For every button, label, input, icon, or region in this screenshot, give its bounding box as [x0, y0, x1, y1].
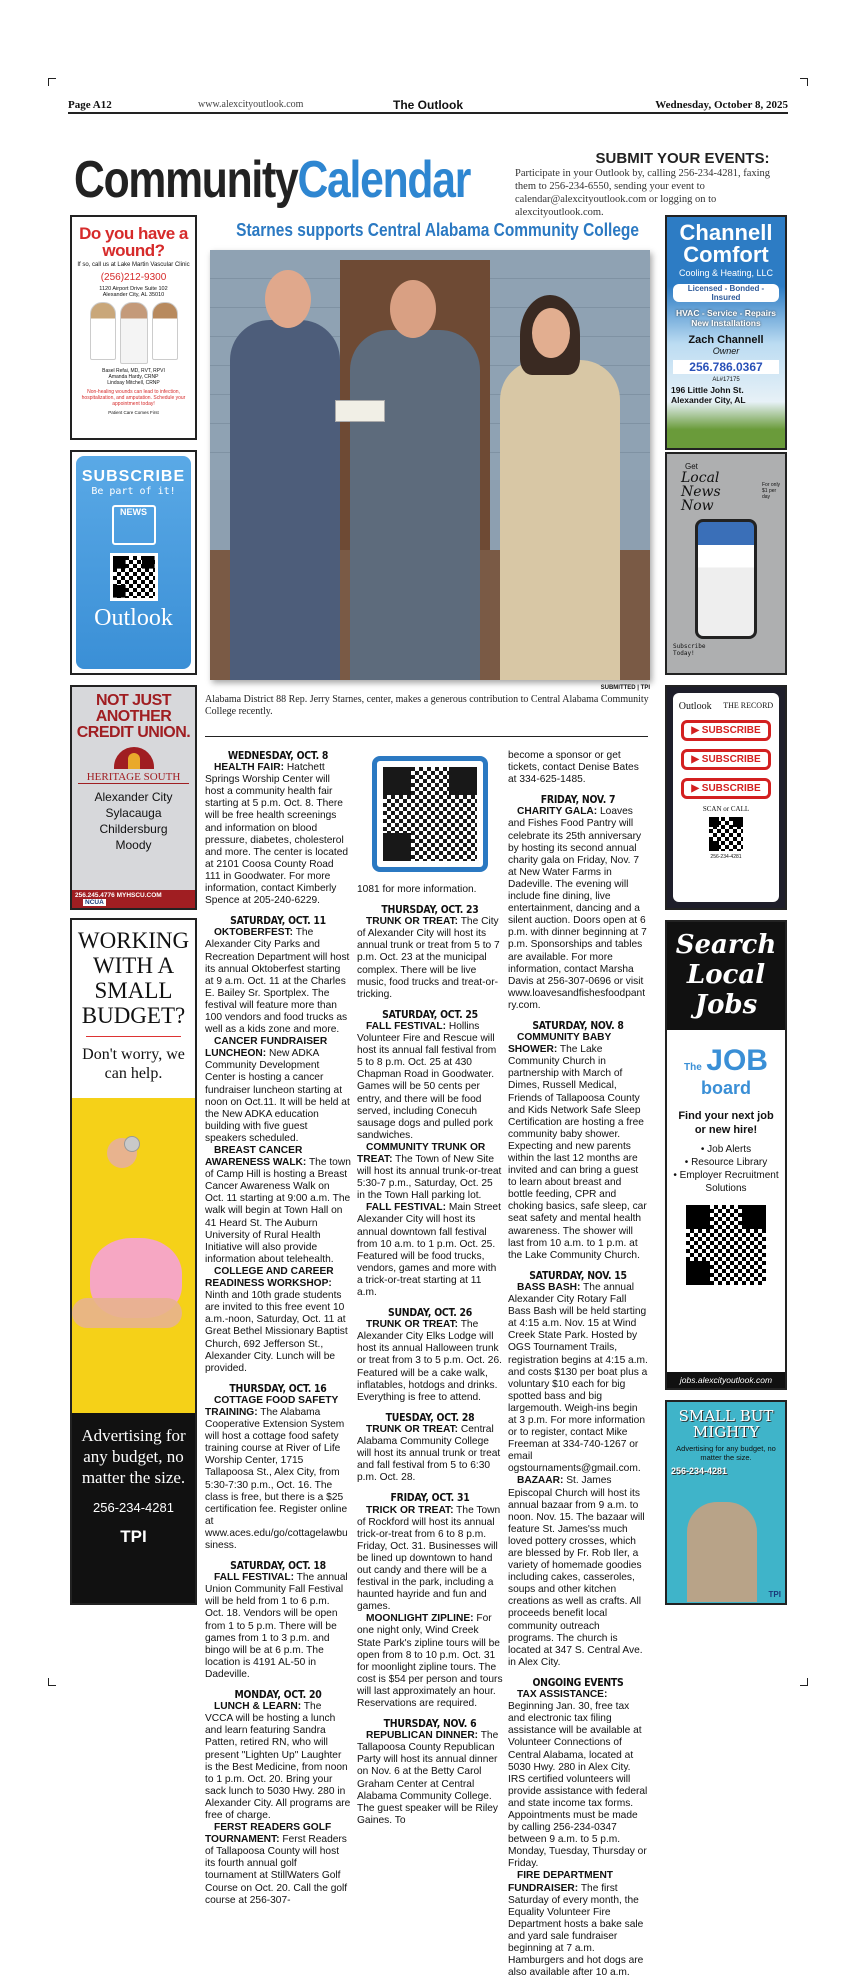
event-text: The Lake Community Church in partnership with March of Dimes, Russell Medical, Friends of Tallapoosa County and Kids Network Safe Sleep Certification are hosting a free community baby shower. Expecting and new parents within the last 12 months are invited and can bring a guest to learn about breast and bottle feeding, CPR and choking basics, safe sleep, car seat safety and mental health awareness. The shower will last from 10 a.m. to 1 p.m. at the Lake Community Church.	[508, 1044, 647, 1261]
event-text: Ninth and 10th grade students are invited to this free event 10 a.m.-noon, Saturday, Oct. 11 at Great Bethel Missionary Baptist Church, 692 Jefferson St., Alexander City. Lunch will be provided.	[205, 1290, 348, 1374]
event-item	[357, 1202, 503, 1299]
event-item	[357, 1142, 503, 1202]
event-item	[205, 1036, 351, 1145]
event-item	[357, 1319, 503, 1404]
job-bullet: • Employer Recruitment Solutions	[673, 1170, 779, 1194]
subscribe-label: SUBSCRIBE	[701, 725, 761, 736]
ad-social-scan: SCAN or CALL	[702, 805, 750, 813]
event-text: The Tallapoosa County Republican Party will host its annual dinner on Nov. 6 at the Betty Carol Graham Center at Central Alabama Community College. The guest speaker will be Riley Gaines. To	[357, 1730, 499, 1826]
event-text: Loaves and Fishes Food Pantry will celebrate its 25th anniversary by hosting its second annual charity gala on Friday, Nov. 7 at New Water Farms in Dadeville. The evening will include fine dining, live entertainment, dancing and a silent auction. Doors open at 6 p.m. with dinner beginning at 7 p.m. Sponsorships and tables are available. For more information, contact Marsha Davis at 256-307-0696 or visit www.loavesandfishesfoodpantry.com.	[508, 806, 647, 1011]
ad-channell-name: Comfort	[683, 242, 769, 267]
ad-credit-brand: HERITAGE SOUTH	[78, 771, 189, 784]
event-title: BASS BASH:	[517, 1281, 581, 1293]
event-item	[357, 1021, 503, 1142]
event-title: COMMUNITY BABY SHOWER:	[508, 1032, 612, 1056]
event-title: TAX ASSISTANCE:	[517, 1689, 608, 1701]
ad-wound-addr2: Alexander City, AL 35010	[102, 292, 165, 298]
subscribe-label: SUBSCRIBE	[701, 783, 761, 794]
event-item	[357, 1613, 503, 1710]
date-heading: THURSDAY, NOV. 6	[383, 1717, 477, 1731]
youtube-subscribe-button[interactable]	[681, 749, 771, 770]
site-url[interactable]: www.alexcityoutlook.com	[198, 99, 304, 110]
ad-small-but-mighty[interactable]	[665, 1400, 787, 1605]
ad-channell-license: Licensed - Bonded - Insured	[673, 284, 779, 302]
calendar-column-3	[508, 750, 648, 1979]
play-icon: ▶	[691, 754, 702, 765]
date-heading: SATURDAY, NOV. 15	[529, 1268, 627, 1282]
ad-credit-cities	[72, 789, 195, 853]
photo-headline: Starnes supports Central Alabama Community College	[236, 220, 640, 240]
event-text: 1081 for more information.	[357, 884, 477, 895]
event-title: CHARITY GALA:	[517, 806, 598, 818]
job-feature: Job Alerts	[707, 1144, 752, 1155]
event-item	[205, 1145, 351, 1266]
branch-city: Sylacauga	[105, 806, 162, 820]
ad-mighty-phone: 256-234-4281	[671, 1466, 728, 1476]
event-item	[508, 1475, 648, 1669]
ad-wound-phone: (256)212-9300	[100, 272, 167, 283]
ad-wound-line: If so, call us at Lake Martin Vascular Clinic	[77, 262, 190, 268]
event-text: The Alexander City Parks and Recreation Department will host its annual Oktoberfest starting at 9 a.m. Oct. 11 at the Charles E. Bailey Sr. Sportplex. The festival will feature more than 100 vendors and food trucks as well as a kids zone and more.	[205, 927, 350, 1036]
event-item	[205, 1822, 351, 1907]
event-text: New ADKA Community Development Center is hosting a cancer fundraiser luncheon starting at noon on Oct.11. It will be held at the New ADKA education building with five guest speakers scheduled.	[205, 1048, 350, 1144]
ad-wound-addr1: 1120 Airport Drive Suite 102	[99, 286, 168, 292]
event-item	[508, 1282, 648, 1476]
event-item	[357, 1730, 503, 1827]
record-logo: THE RECORD	[723, 701, 774, 710]
date-heading: ONGOING EVENTS	[532, 1675, 624, 1689]
ad-budget-bottom: Advertising for any budget, no matter the size.	[81, 1426, 186, 1487]
event-item	[205, 1266, 351, 1375]
event-title: TRUNK OR TREAT:	[366, 1423, 459, 1435]
ad-credit-union[interactable]	[70, 685, 197, 910]
submit-events-box	[515, 150, 790, 219]
qr-pattern	[383, 767, 477, 861]
staff-photo	[72, 302, 195, 364]
branch-city: Moody	[115, 838, 152, 852]
crop-mark	[800, 78, 808, 86]
event-text: Ferst Readers of Tallapoosa County will host its fourth annual golf tournament at StillWaters Golf Course on Oct. 20. Call the golf course at 256-307-	[205, 1834, 348, 1906]
event-title: FERST READERS GOLF TOURNAMENT:	[205, 1822, 332, 1846]
tpi-logo: TPI	[768, 1590, 781, 1599]
ad-mighty-title: SMALL BUT MIGHTY	[678, 1407, 774, 1441]
phone-mockup	[695, 519, 757, 639]
qr-code[interactable]	[110, 553, 158, 601]
submit-heading: SUBMIT YOUR EVENTS:	[595, 150, 770, 167]
event-text: The Alexander City Elks Lodge will host its annual Halloween trunk or treat from 3 to 5 p.m. Oct. 26. Featured will be a cake walk, inflatables, hotdogs and drinks. Everything is free to attend.	[357, 1319, 502, 1403]
ad-subscribe[interactable]	[70, 450, 197, 675]
event-text: The annual Union Community Fall Festival will be held from 1 to 6 p.m. Oct. 18. Vendors will be open from 1 to 5 p.m. There will be games from 1 to 3 p.m. and bingo will be at 6 p.m. The location is 4191 AL-50 in Dadeville.	[205, 1572, 348, 1680]
ncua-badge: NCUA	[85, 899, 104, 906]
ad-channell-comfort[interactable]	[665, 215, 787, 450]
youtube-subscribe-button[interactable]	[681, 778, 771, 799]
event-title: COTTAGE FOOD SAFETY TRAINING:	[205, 1394, 339, 1418]
event-title: COMMUNITY TRUNK OR TREAT:	[357, 1141, 486, 1165]
job-feature: Employer Recruitment Solutions	[679, 1170, 779, 1194]
date-heading: FRIDAY, NOV. 7	[540, 793, 616, 807]
event-text: For one night only, Wind Creek State Park's zipline tours will be open from 8 to 10 p.m. Oct. 31 for moonlight zipline tours. The cost is $54 per person and tours will last approximately an hour. Reservations are required.	[357, 1613, 503, 1709]
ad-job-board[interactable]	[665, 920, 787, 1390]
play-icon: ▶	[691, 725, 702, 736]
event-text: The first Saturday of every month, the Equality Volunteer Fire Department hosts a bake sale and yard sale fundraiser beginning at 7 a.m. Hamburgers and hot dogs are also available after 10 a.m.	[508, 1882, 644, 1979]
event-item	[508, 1689, 648, 1870]
ad-wound-clinic[interactable]	[70, 215, 197, 440]
date-heading: SATURDAY, NOV. 8	[532, 1018, 624, 1032]
ad-wound-staff: Lindsay Mitchell, CRNP	[107, 380, 160, 386]
event-item	[357, 916, 503, 1001]
outlook-logo: Outlook	[94, 605, 173, 631]
event-item	[508, 750, 648, 786]
ad-credit-footer: 256.245.4776 MYHSCU.COM	[75, 892, 162, 899]
ad-channell-address: 196 Little John St. Alexander City, AL	[671, 385, 746, 405]
event-title: TRUNK OR TREAT:	[366, 916, 459, 928]
event-text: The Town of New Site will host its annual trunk-or-treat 5:30-7 p.m., Saturday, Oct. 25 in the Town Hall parking lot.	[357, 1153, 502, 1202]
event-title: HEALTH FAIR:	[214, 762, 284, 774]
ad-wound-warning: Non-healing wounds can lead to infection, hospitalization, and amputation. Schedule your appointment today!	[81, 389, 186, 407]
ad-social-subscribe[interactable]	[665, 685, 787, 910]
event-item	[205, 1701, 351, 1822]
ad-localnews-title: Local News Now	[681, 470, 721, 514]
event-text: Hatchett Springs Worship Center will host a community health fair starting at 5 p.m. Oct. 8. There will be free health screenings and information on blood pressure, diabetes, cholesterol and more. The center is located at 2101 Coosa County Road 111 in Goodwater. For more information, contact Kimberly Spence at 205-240-6229.	[205, 762, 349, 907]
heritage-logo-icon	[114, 747, 154, 769]
ad-channell-owner: Zach Channell	[688, 334, 764, 346]
calendar-column-1	[205, 750, 351, 1907]
ad-channell-tag: Cooling & Heating, LLC	[678, 268, 774, 278]
event-item	[508, 1870, 648, 1979]
ad-channell-phone: 256.786.0367	[673, 360, 779, 374]
event-item	[205, 1572, 351, 1681]
event-title: COLLEGE AND CAREER READINESS WORKSHOP:	[205, 1265, 334, 1290]
ad-localnews-get: Get	[685, 462, 698, 471]
title-part2: Calendar	[297, 151, 471, 209]
event-text: The annual Alexander City Rotary Fall Bass Bash will be held starting at 4:15 a.m. Nov. 15 at Wind Creek State Park. Hosted by OGS Tournament Trails, registration begins at 4:15 a.m. and costs $130 per boat plus a voluntary $10 each for big spotted bass and big largemouth. Weigh-ins begin at 3 p.m. For more information or to register, contact Mike Freeman at 334-740-1267 or email ogstournaments@gmail.com.	[508, 1281, 648, 1475]
date-heading: SATURDAY, OCT. 25	[382, 1007, 478, 1021]
event-item	[205, 762, 351, 907]
event-item	[508, 806, 648, 1012]
ad-wound-motto: Patient Care Comes First	[108, 410, 159, 415]
date-heading: MONDAY, OCT. 20	[234, 1688, 322, 1702]
submit-text: Participate in your Outlook by, calling 256-234-4281, faxing them to 256-234-6550, sending your event to calendar@alexcityoutlook.com or logging on to alexcityoutlook.com.	[515, 168, 771, 218]
ad-small-budget[interactable]	[70, 918, 197, 1605]
youtube-subscribe-button[interactable]	[681, 720, 771, 741]
date-heading: FRIDAY, OCT. 31	[390, 1491, 470, 1505]
event-text: Beginning Jan. 30, free tax and electronic tax filing assistance will be available at Volunteer Connections of Central Alabama, located at 5030 Hwy. 280 in Alex City. IRS certified volunteers will provide assistance with federal and state income tax forms. Appointments must be made by calling 256-234-0347 between 9 a.m. to 5 p.m. Monday, Tuesday, Thursday or Friday.	[508, 1701, 648, 1870]
divider	[205, 736, 648, 737]
ad-localnews-cta: Subscribe Today!	[673, 643, 706, 657]
ad-subscribe-title: SUBSCRIBE	[81, 468, 186, 485]
crop-mark	[48, 78, 56, 86]
event-item	[357, 1424, 503, 1484]
event-text: Hollins Volunteer Fire and Rescue will host its annual fall festival from 5 to 8 p.m. Oct. 25 at 430 Chapman Road in Goodwater. Games will be 50 cents per entry, and there will be food served, including Conecuh sausage dogs and pulled pork sandwiches.	[357, 1020, 497, 1141]
ad-local-news[interactable]	[665, 452, 787, 675]
date-heading: SATURDAY, OCT. 18	[230, 1559, 326, 1573]
event-text: The City of Alexander City will host its annual trunk or treat from 5 to 7 p.m. Oct. 23 at the municipal complex. There will be live music, food trucks and treat-or-tricking.	[357, 916, 500, 1000]
ad-channell-role: Owner	[712, 346, 740, 356]
calendar-column-2	[357, 750, 503, 1827]
ad-budget-phone: 256-234-4281	[93, 1500, 174, 1515]
ad-channell-services: HVAC - Service - Repairs New Installations	[676, 308, 776, 328]
event-title: TRUNK OR TREAT:	[366, 1319, 459, 1331]
ad-localnews-price: For only $1 per day	[762, 482, 781, 500]
ad-wound-staff: Amanda Hardy, CRNP	[108, 374, 159, 380]
branch-city: Alexander City	[94, 790, 173, 804]
photo-caption: Alabama District 88 Rep. Jerry Starnes, center, makes a generous contribution to Central Alabama Community College recently.	[205, 694, 649, 717]
date-heading: WEDNESDAY, OCT. 8	[227, 749, 329, 762]
crop-mark	[800, 1678, 808, 1686]
event-title: LUNCH & LEARN:	[214, 1701, 302, 1713]
subscribe-label: SUBSCRIBE	[701, 754, 761, 765]
event-item	[508, 1032, 648, 1262]
qr-code[interactable]	[709, 817, 743, 851]
date-heading: TUESDAY, OCT. 28	[385, 1410, 475, 1424]
feature-photo	[210, 250, 650, 680]
paper-name: The Outlook	[393, 98, 463, 112]
job-board-logo: The JOB board	[684, 1044, 768, 1098]
event-title: FALL FESTIVAL:	[366, 1202, 446, 1214]
date-heading: SUNDAY, OCT. 26	[387, 1306, 473, 1320]
ad-jobs-title: Search Local Jobs	[667, 922, 785, 1030]
page-number: Page A12	[68, 99, 112, 111]
event-text: St. James Episcopal Church will host its annual bazaar from 9 a.m. to noon. Nov. 15. The bazaar will feature St. James'ss much loved pottery crosses, which are blessed by Fr. Rob Iler, a variety of homemade goodies including cakes, casseroles, soups and other kitchen creations as well as crafts. All proceeds benefit local community outreach programs. The church is located at 347 S. Central Ave. in Alex City.	[508, 1475, 645, 1668]
ad-mighty-sub: Advertising for any budget, no matter the size.	[676, 1444, 776, 1462]
branch-city: Childersburg	[99, 822, 168, 836]
ad-jobs-url[interactable]: jobs.alexcityoutlook.com	[667, 1372, 785, 1388]
event-title: FALL FESTIVAL:	[214, 1572, 294, 1584]
event-text: Main Street Alexander City will host its annual downtown fall festival from 10 a.m. to 1 p.m. Oct. 25. Featured will be food trucks, vendors, games and more with a trick-or-treat starting at 11 a.m.	[357, 1202, 501, 1298]
event-title: BAZAAR:	[517, 1475, 564, 1487]
event-title: REPUBLICAN DINNER:	[366, 1730, 479, 1742]
qr-code[interactable]	[686, 1205, 766, 1285]
ad-channell-name: Channell	[679, 220, 773, 245]
ad-subscribe-sub: Be part of it!	[91, 486, 176, 497]
event-text: The town of Camp Hill is hosting a Breast Cancer Awareness Walk on Oct. 11 starting at 9:00 a.m. The walk will begin at Town Hall on 41 Heard St. The Auburn University of Rural Health Initiative will also provide information about telehealth.	[205, 1157, 351, 1265]
title-part1: Community	[74, 151, 298, 209]
event-item	[205, 1395, 351, 1552]
ad-social-phone: 256-234-4281	[710, 854, 742, 860]
piggy-bank-image	[72, 1098, 195, 1418]
event-title: CANCER FUNDRAISER LUNCHEON:	[205, 1036, 328, 1060]
ad-channell-license-no: AL#17175	[712, 377, 740, 383]
ad-wound-title: Do you have a wound?	[79, 224, 188, 260]
ad-jobs-find: Find your next job or new hire!	[678, 1110, 774, 1136]
date-heading: THURSDAY, OCT. 16	[229, 1381, 327, 1395]
job-feature: Resource Library	[691, 1157, 768, 1168]
job-bullet: • Resource Library	[684, 1157, 768, 1168]
event-text: The Town of Rockford will host its annual trick-or-treat from 6 to 8 p.m. Friday, Oct. 31. Businesses will be lined up downtown to hand out candy and there will be a festival in the park, including a haunted hayride and fun and games.	[357, 1504, 501, 1613]
date-heading: THURSDAY, OCT. 23	[381, 903, 479, 917]
event-title: FALL FESTIVAL:	[366, 1020, 446, 1032]
newspaper-icon: NEWS	[112, 505, 156, 545]
ad-budget-title: WORKING WITH A SMALL BUDGET?	[77, 928, 190, 1028]
crop-mark	[48, 1678, 56, 1686]
event-text: become a sponsor or get tickets, contact Denise Bates at 334-625-1485.	[508, 750, 639, 786]
ad-credit-title: NOT JUST ANOTHER CREDIT UNION.	[76, 692, 191, 741]
event-item	[357, 1505, 503, 1614]
ad-wound-staff: Basel Refai, MD, RVT, RPVI	[102, 368, 165, 374]
play-icon: ▶	[691, 783, 702, 794]
event-title: MOONLIGHT ZIPLINE:	[366, 1613, 474, 1625]
event-text: The Alabama Cooperative Extension System will host a cottage food safety training course at River of Life Worship Center, 1715 Tallapoosa St., Alex City, from 5:30-7:30 p.m., Oct. 16. The class is free, but there is a $25 certification fee. Register online at www.aces.edu/go/cottagelawbusiness.	[205, 1406, 348, 1551]
event-title: BREAST CANCER AWARENESS WALK:	[205, 1145, 307, 1169]
ad-budget-sub: Don't worry, we can help.	[82, 1046, 185, 1082]
kitten-image	[687, 1502, 757, 1602]
event-text: The VCCA will be hosting a lunch and learn featuring Sandra Patten, retired RN, who will present "Lighten Up" Laughter is the Best Medicine, from noon to 1 p.m. Oct. 20. Bring your sack lunch to 5030 Hwy. 280 in Alexander City. All programs are free of charge.	[205, 1701, 351, 1821]
photo-credit: SUBMITTED | TPI	[600, 685, 650, 691]
date-heading: SATURDAY, OCT. 11	[230, 914, 326, 928]
qr-code[interactable]	[372, 756, 488, 872]
event-text: Central Alabama Community College will host its annual trunk or treat and fall festival from 5 to 6:30 p.m. Oct. 28.	[357, 1423, 501, 1484]
job-bullet: • Job Alerts	[700, 1144, 752, 1155]
issue-date: Wednesday, October 8, 2025	[655, 99, 788, 111]
event-item	[357, 884, 503, 896]
event-title: OKTOBERFEST:	[214, 927, 294, 939]
outlook-logo: Outlook	[678, 701, 712, 712]
event-title: FIRE DEPARTMENT FUNDRAISER:	[508, 1870, 614, 1894]
tpi-logo: TPI	[120, 1527, 147, 1546]
event-title: TRICK OR TREAT:	[366, 1504, 454, 1516]
event-item	[205, 927, 351, 1036]
page-header	[68, 98, 788, 114]
page-title	[74, 150, 470, 210]
